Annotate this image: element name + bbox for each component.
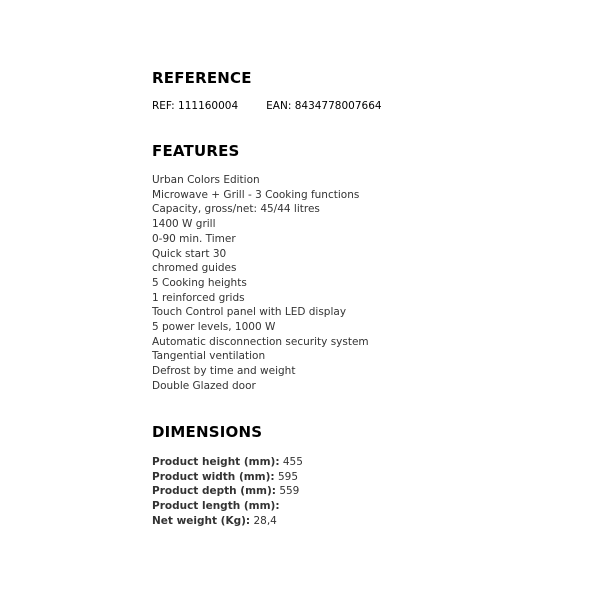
features-list	[152, 173, 369, 394]
feature-item: Tangential ventilation	[152, 350, 266, 363]
dimension-value: 559	[279, 485, 300, 498]
dimension-value: 28,4	[253, 514, 277, 527]
dimensions-list	[152, 455, 303, 529]
feature-item: Touch Control panel with LED display	[152, 306, 347, 319]
feature-item: chromed guides	[152, 262, 237, 275]
dimension-row-length	[152, 499, 303, 514]
dimension-value: 595	[277, 470, 299, 483]
features-heading: FEATURES	[152, 142, 240, 160]
feature-item: Defrost by time and weight	[152, 365, 296, 378]
reference-heading: REFERENCE	[152, 69, 252, 87]
feature-item: Quick start 30	[152, 247, 227, 260]
ean-code: EAN: 8434778007664	[266, 100, 382, 112]
ref-code: REF: 111160004	[152, 100, 239, 112]
dimension-label: Net weight (Kg):	[152, 514, 251, 527]
reference-row	[152, 100, 382, 112]
feature-item: 5 power levels, 1000 W	[152, 321, 276, 334]
dimension-row-height	[152, 455, 303, 470]
feature-item: Capacity, gross/net: 45/44 litres	[152, 203, 320, 216]
dimension-row-depth	[152, 484, 303, 499]
feature-item: Microwave + Grill - 3 Cooking functions	[152, 188, 360, 201]
feature-item: Automatic disconnection security system	[152, 335, 369, 348]
dimensions-heading: DIMENSIONS	[152, 423, 263, 441]
dimension-label: Product width (mm):	[152, 470, 275, 483]
dimension-label: Product height (mm):	[152, 456, 280, 468]
dimension-row-width	[152, 470, 303, 485]
dimension-label: Product depth (mm):	[152, 485, 276, 498]
feature-item: 0-90 min. Timer	[152, 232, 236, 245]
dimension-value: 455	[282, 456, 303, 468]
dimension-label: Product length (mm):	[152, 500, 280, 513]
feature-item: 5 Cooking heights	[152, 276, 247, 289]
dimension-row-net-weight	[152, 514, 303, 529]
feature-item: 1 reinforced grids	[152, 291, 245, 304]
feature-item: Urban Colors Edition	[152, 174, 260, 186]
feature-item: Double Glazed door	[152, 379, 256, 392]
feature-item: 1400 W grill	[152, 218, 216, 231]
